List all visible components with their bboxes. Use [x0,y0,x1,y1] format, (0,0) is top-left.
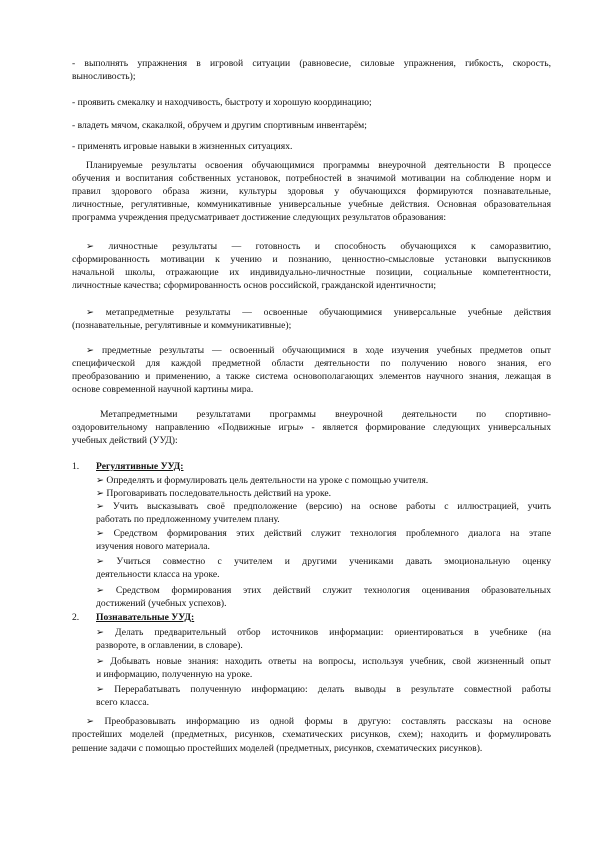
text-line: ➢ Преобразовывать информацию из одной формы в другую: составлять рассказы на основе [86,716,551,727]
text-line: личностные, регулятивные, коммуникативные универсальные учебные действия. Основная образовательная [72,199,551,210]
text-line: Метапредметными результатами программы внеурочной деятельности по спортивно- [100,409,551,420]
text-line: основе современной научной картины мира. [72,384,254,395]
text-line: развороте, в оглавлении, в словаре). [96,640,243,651]
text-line: ➢ Определять и формулировать цель деятельности на уроке с помощью учителя. [96,475,429,486]
text-line: начальной школы, отражающие их индивидуально-личностные позиции, социальные компетентности, [72,267,551,278]
text-line: выносливость); [72,71,136,82]
text-line: учебных действий (УУД): [72,435,178,446]
text-line: достижений (учебных успехов). [96,598,227,609]
section-heading: Регулятивные УУД: [96,461,184,472]
text-line: (познавательные, регулятивные и коммуникативные); [72,320,292,331]
text-line: Планируемые результаты освоения обучающимися программы внеурочной деятельности В процессе [86,160,551,171]
text-line: - применять игровые навыки в жизненных ситуациях. [72,141,293,152]
text-line: ➢ Учиться совместно с учителем и другими учениками давать эмоциональную оценку [96,556,551,567]
text-line: ➢ Средством формирования этих действий служит технология проблемного диалога на этапе [96,528,551,539]
text-line: - проявить смекалку и находчивость, быстроту и хорошую координацию; [72,97,372,108]
text-line: - выполнять упражнения в игровой ситуации (равновесие, силовые упражнения, гибкость, скорость, [72,58,551,69]
text-line: специфической для каждой предметной области деятельности по получению нового знания, его [72,358,551,369]
text-line: - владеть мячом, скакалкой, обручем и другим спортивным инвентарём; [72,120,367,131]
text-line: простейших моделей (предметных, рисунков, схематических рисунков, схем); находить и формулировать [72,729,551,740]
text-line: сформированность мотивации к учению и познанию, ценностно-смысловые установки выпускников [72,254,551,265]
text-line: ➢ метапредметные результаты — освоенные обучающимися универсальные учебные действия [86,307,551,318]
text-line: обучения и воспитания собственных установок, потребностей в значимой мотивации на соблюдение норм и [72,173,551,184]
text-line: ➢ Учить высказывать своё предположение (версию) на основе работы с иллюстрацией, учить [96,501,551,512]
text-line: ➢ предметные результаты — освоенный обучающимися в ходе изучения учебных предметов опыт [86,345,551,356]
section-heading: Познавательные УУД: [96,612,195,623]
text-line: деятельности класса на уроке. [96,569,220,580]
text-line: ➢ Перерабатывать полученную информацию: делать выводы в результате совместной работы [96,684,551,695]
text-line: и информацию, полученную на уроке. [96,669,253,680]
text-line: изучения нового материала. [96,541,210,552]
text-line: ➢ Средством формирования этих действий служит технология оценивания образовательных [96,585,551,596]
text-line: личностные качества; сформированность основ российской, гражданской идентичности; [72,280,437,291]
text-line: программа учреждения предусматривает достижение следующих результатов образования: [72,212,446,223]
list-number: 2. [72,612,80,623]
list-number: 1. [72,461,80,472]
text-line: ➢ Добывать новые знания: находить ответы на вопросы, используя учебник, свой жизненный опыт [96,656,551,667]
text-line: правил здорового образа жизни, культуры здоровья у обучающихся формируются познавательные, [72,186,551,197]
text-line: решение задачи с помощью простейших моделей (предметных, рисунков, схематических рисунков). [72,743,483,754]
text-line: работать по предложенному учителем плану. [96,514,280,525]
text-line: ➢ Делать предварительный отбор источников информации: ориентироваться в учебнике (на [96,627,551,638]
text-line: преобразованию и применению, а также система основополагающих элементов научного знания, лежащая в [72,371,551,382]
text-line: ➢ личностные результаты — готовность и способность обучающихся к саморазвитию, [86,241,551,252]
text-line: всего класса. [96,697,149,708]
text-line: оздоровительному направлению «Подвижные игры» - является формирование следующих универсальных [72,422,551,433]
text-line: ➢ Проговаривать последовательность действий на уроке. [96,488,332,499]
